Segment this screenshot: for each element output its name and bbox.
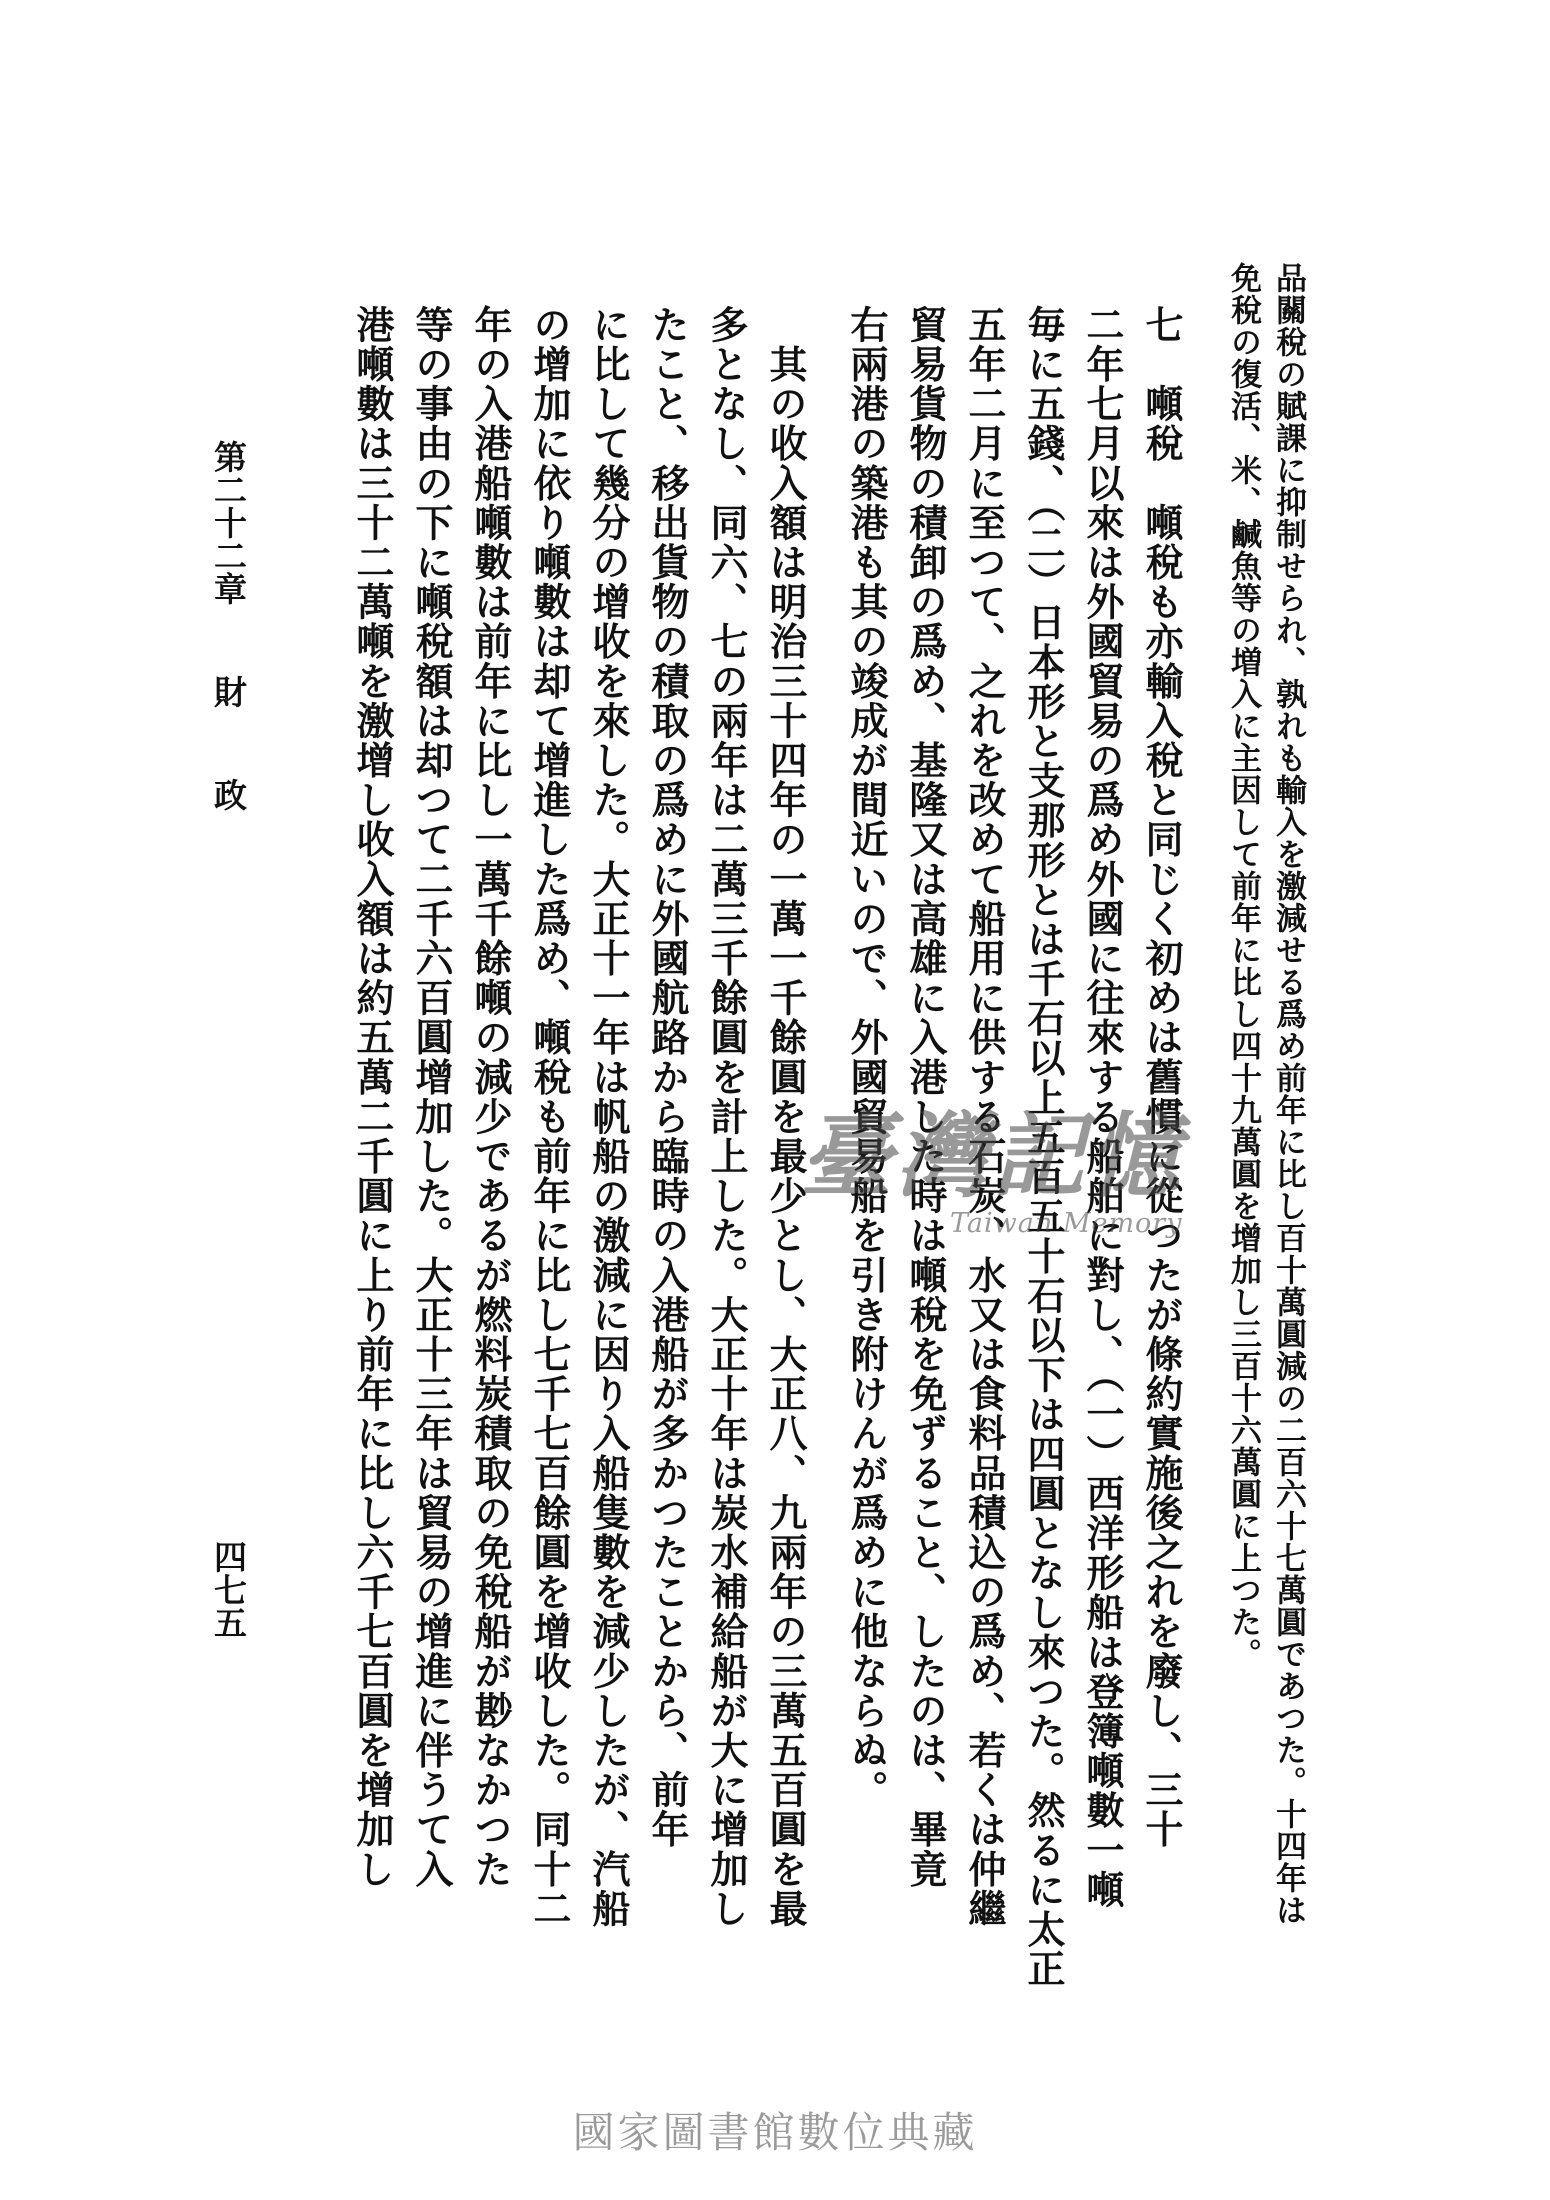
text-line-16: 港噸數は三十二萬噸を激增し收入額は約五萬二千圓に上り前年に比し六千七百圓を增加し: [350, 305, 395, 1889]
text-line-1: 品關稅の賦課に抑制せられ、孰れも輸入を激減せる爲め前年に比し百十萬圓減の二百六十七萬圓であつた。十四年は: [1270, 262, 1306, 1926]
text-line-8: 右兩港の築港も其の竣成が間近いので、外國貿易船を引き附けんが爲めに他ならぬ。: [844, 305, 889, 1810]
page-number: 四七五: [209, 1540, 248, 1639]
text-line-10: 多となし、同六、七の兩年は二萬三千餘圓を計上した。大正十年は炭水補給船が大に增加し: [704, 305, 749, 1929]
text-line-3-section-heading: 七 噸稅 噸稅も亦輸入稅と同じく初めは舊慣に從つたが條約實施後之れを廢し、三十: [1139, 305, 1184, 1850]
text-line-2: 免稅の復活、米、鹹魚等の増入に主因して前年に比し四十九萬圓を增加し三百十六萬圓に上つた。: [1225, 262, 1261, 1670]
text-line-6: 五年二月に至つて、之れを改めて船用に供する石炭、水又は食料品積込の爲め、若くは仲繼: [962, 305, 1007, 1929]
watermark-logo-subtext: Taiwan Memory: [950, 1208, 1183, 1239]
text-line-14: 年の入港船噸數は前年に比し一萬千餘噸の減少であるが燃料炭積取の免稅船が尠なかつた: [468, 305, 513, 1889]
text-line-12: に比して幾分の增收を來した。大正十一年は帆船の激減に因り入船隻數を減少したが、汽船: [586, 305, 631, 1929]
taiwan-memory-watermark-logo: [800, 1102, 1230, 1270]
text-line-9: 其の收入額は明治三十四年の一萬一千餘圓を最少とし、大正八、九兩年の三萬五百圓を最: [763, 305, 808, 1929]
chapter-number: 第二十二章: [209, 440, 248, 605]
text-line-13: の增加に依り噸數は却て增進した爲め、噸稅も前年に比し七千七百餘圓を增收した。同十二: [527, 305, 572, 1929]
library-digital-collection-credit: 國家圖書館數位典藏: [572, 2108, 978, 2157]
running-header: [205, 440, 252, 811]
text-line-11: たこと、移出貨物の積取の爲めに外國航路から臨時の入港船が多かつたことから、前年: [645, 305, 690, 1850]
text-line-4: 二年七月以來は外國貿易の爲め外國に往來する船舶に對し、（一）西洋形船は登簿噸數一噸: [1080, 305, 1125, 1910]
chapter-title-part-1: 財: [209, 675, 248, 708]
text-line-7: 貿易貨物の積卸の爲め、基隆又は高雄に入港した時は噸稅を免ずること、したのは、畢竟: [903, 305, 948, 1889]
watermark-logo-text: 臺灣記憶: [800, 1102, 1185, 1210]
chapter-title-part-2: 政: [209, 778, 248, 811]
text-line-5: 毎に五錢、（二）日本形と支那形とは千石以上五百五十石以下は四圓となし來つた。然るに太正: [1021, 305, 1066, 1989]
text-line-15: 等の事由の下に噸稅額は却つて二千六百圓增加した。大正十三年は貿易の增進に伴うて入: [409, 305, 454, 1889]
